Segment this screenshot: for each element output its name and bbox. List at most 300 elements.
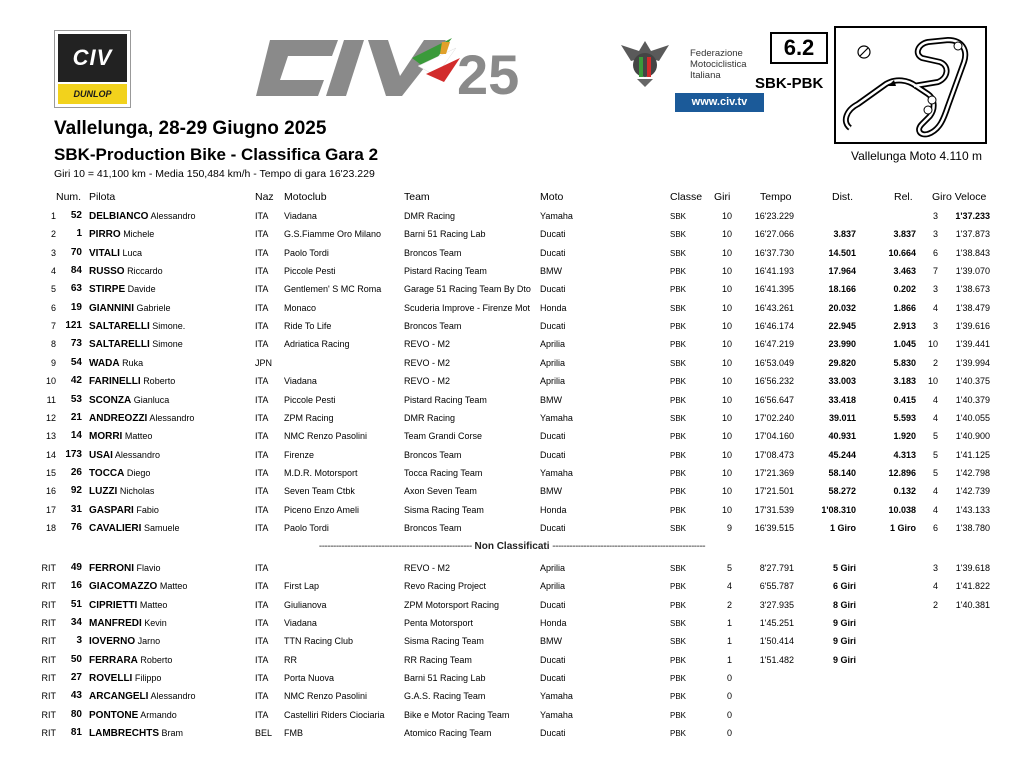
cell-rider — [89, 321, 185, 332]
rider-first-name: Matteo — [124, 431, 153, 442]
rider-surname: FERRONI — [89, 563, 134, 574]
cell-nation: ITA — [255, 321, 269, 332]
cell-motoclub: RR — [284, 654, 297, 665]
rider-surname: VITALI — [89, 247, 120, 259]
cell-rider — [89, 248, 142, 259]
cell-team: Axon Seven Team — [404, 486, 477, 497]
cell-rider — [89, 229, 154, 240]
cell-class: PBK — [670, 505, 687, 515]
cell-time: 16'56.232 — [754, 376, 794, 387]
cell-time: 17'04.160 — [754, 431, 794, 442]
cell-moto: Ducati — [540, 229, 566, 240]
cell-moto: BMW — [540, 636, 562, 647]
cell-interval: 5.830 — [893, 357, 916, 368]
cell-rider — [89, 284, 156, 295]
track-layout-icon — [836, 28, 985, 142]
cell-time: 16'23.229 — [754, 211, 794, 221]
rider-first-name: Alessandro — [150, 211, 196, 221]
cell-number: 52 — [70, 210, 82, 221]
cell-team: Pistard Racing Team — [404, 266, 487, 277]
table-row — [0, 318, 1024, 336]
cell-position: 5 — [50, 284, 56, 295]
cell-number: 34 — [70, 617, 82, 629]
cell-best-lap-time: 1'42.739 — [955, 486, 990, 497]
cell-moto: Ducati — [540, 728, 566, 739]
cell-moto: Ducati — [540, 599, 566, 610]
cell-number: 80 — [70, 708, 82, 720]
cell-motoclub: Castelliri Riders Ciociaria — [284, 709, 385, 720]
cell-gap: 23.990 — [828, 339, 856, 350]
rider-first-name: Simone — [152, 339, 183, 350]
cell-gap: 5 Giri — [832, 563, 856, 573]
table-row — [0, 483, 1024, 501]
cell-laps: 10 — [721, 321, 732, 332]
cell-rider — [89, 376, 175, 387]
cell-best-lap-time: 1'40.900 — [955, 431, 990, 442]
cell-motoclub: Viadana — [284, 211, 317, 221]
cell-nation: ITA — [255, 229, 269, 240]
cell-best-lap-number: 4 — [932, 504, 938, 515]
cell-laps: 0 — [726, 691, 732, 702]
cell-rider — [89, 636, 160, 647]
cell-interval: 0.202 — [893, 284, 916, 295]
cell-position: 11 — [46, 394, 56, 405]
cell-time: 16'37.730 — [754, 247, 794, 258]
cell-number: 42 — [70, 375, 82, 387]
rider-first-name: Samuele — [143, 522, 180, 533]
cell-class: PBK — [670, 692, 687, 702]
cell-number: 19 — [70, 301, 82, 313]
cell-class: PBK — [670, 655, 687, 665]
cell-time: 1'51.482 — [759, 654, 794, 665]
cell-rider — [89, 450, 160, 461]
cell-class: PBK — [670, 450, 687, 460]
rider-surname: LAMBRECHTS — [89, 728, 159, 740]
cell-nation: ITA — [255, 504, 269, 515]
cell-laps: 0 — [726, 728, 732, 739]
cell-best-lap-time: 1'38.479 — [955, 302, 990, 313]
rider-first-name: Alessandro — [150, 691, 196, 702]
rider-surname: PIRRO — [89, 229, 121, 241]
rider-first-name: Armando — [140, 709, 177, 720]
cell-number: 92 — [70, 485, 82, 497]
cell-position: 6 — [50, 302, 56, 313]
cell-best-lap-number: 5 — [932, 431, 938, 442]
cell-moto: Yamaha — [540, 467, 573, 478]
cell-number: 73 — [70, 338, 82, 350]
cell-best-lap-number: 3 — [932, 229, 938, 240]
cell-gap: 58.140 — [828, 467, 856, 478]
cell-interval: 0.132 — [893, 486, 916, 497]
cell-time: 8'27.791 — [759, 563, 794, 573]
cell-moto: BMW — [540, 486, 562, 497]
cell-interval: 2.913 — [893, 321, 916, 332]
cell-nation: ITA — [255, 394, 269, 405]
cell-gap: 58.272 — [828, 486, 856, 497]
cell-position: RIT — [41, 728, 56, 739]
cell-team: Revo Racing Project — [404, 581, 487, 592]
cell-moto: Ducati — [540, 449, 566, 460]
cell-motoclub: First Lap — [284, 581, 320, 592]
table-row — [0, 707, 1024, 725]
cell-class: SBK — [670, 413, 687, 423]
cell-best-lap-time: 1'40.379 — [955, 394, 990, 405]
cell-rider — [89, 673, 161, 684]
cell-rider — [89, 618, 167, 629]
cell-class: PBK — [670, 377, 687, 387]
cell-nation: ITA — [255, 636, 269, 647]
cell-position: RIT — [41, 636, 56, 647]
cell-gap: 45.244 — [828, 449, 856, 460]
federation-line: Federazione — [690, 48, 743, 59]
cell-position: 8 — [50, 339, 56, 350]
cell-rider — [89, 691, 196, 702]
table-row — [0, 725, 1024, 743]
cell-team: REVO - M2 — [404, 563, 451, 573]
cell-best-lap-number: 3 — [932, 284, 938, 295]
cell-number: 16 — [70, 580, 82, 592]
cell-motoclub: Paolo Tordi — [284, 247, 329, 258]
cell-best-lap-time: 1'39.070 — [955, 266, 990, 277]
cell-moto: Ducati — [540, 247, 566, 258]
cell-best-lap-time: 1'37.233 — [955, 211, 990, 221]
rider-first-name: Roberto — [143, 376, 176, 387]
cell-rider — [89, 395, 169, 406]
cell-number: 50 — [70, 653, 82, 665]
table-row — [0, 652, 1024, 670]
cell-motoclub: Ride To Life — [284, 321, 332, 332]
cell-position: RIT — [41, 618, 56, 629]
rider-first-name: Luca — [122, 247, 142, 258]
cell-best-lap-time: 1'40.055 — [955, 412, 990, 423]
cell-laps: 10 — [721, 266, 732, 277]
cell-laps: 10 — [721, 211, 732, 221]
cell-best-lap-time: 1'40.375 — [955, 376, 990, 387]
svg-text:25: 25 — [457, 43, 520, 100]
separator-dashes: ------------------------------------------------------ — [318, 541, 472, 552]
cell-moto: Honda — [540, 618, 567, 629]
cell-gap: 33.418 — [828, 394, 856, 405]
cell-nation: ITA — [255, 522, 269, 533]
cell-best-lap-time: 1'42.798 — [955, 467, 990, 478]
cell-team: Sisma Racing Team — [404, 636, 484, 647]
cell-nation: ITA — [255, 211, 269, 221]
cell-nation: BEL — [255, 728, 273, 739]
cell-interval: 4.313 — [893, 449, 916, 460]
event-title: Vallelunga, 28-29 Giugno 2025 — [54, 118, 327, 139]
cell-gap: 39.011 — [828, 412, 856, 423]
table-row — [0, 263, 1024, 281]
cell-time: 17'31.539 — [754, 504, 794, 515]
cell-interval: 1.045 — [893, 339, 916, 350]
civ-logo-text: CIV — [58, 34, 127, 82]
rider-surname: ROVELLI — [89, 673, 133, 685]
rider-first-name: Roberto — [140, 654, 173, 665]
cell-gap: 33.003 — [828, 376, 856, 387]
cell-rider — [89, 600, 167, 611]
cell-nation: ITA — [255, 563, 269, 573]
cell-rider — [89, 358, 143, 369]
rider-first-name: Ruka — [122, 357, 144, 368]
table-row — [0, 520, 1024, 538]
rider-surname: CIPRIETTI — [89, 599, 138, 611]
cell-time: 16'27.066 — [754, 229, 794, 240]
cell-time: 16'43.261 — [754, 302, 794, 313]
cell-position: 17 — [45, 504, 56, 515]
cell-motoclub: Monaco — [284, 302, 317, 313]
rider-first-name: Diego — [126, 467, 151, 478]
cell-team: DMR Racing — [404, 412, 456, 423]
col-giro-veloce: Giro Veloce — [932, 191, 987, 203]
cell-time: 17'08.473 — [754, 449, 794, 460]
cell-moto: BMW — [540, 266, 562, 277]
cell-position: 7 — [50, 321, 56, 332]
cell-time: 16'53.049 — [754, 357, 794, 368]
cell-best-lap-time: 1'43.133 — [955, 504, 990, 515]
rider-first-name: Filippo — [134, 673, 162, 684]
cell-best-lap-time: 1'38.780 — [955, 522, 990, 533]
cell-gap: 3.837 — [833, 229, 856, 240]
cell-moto: Honda — [540, 504, 567, 515]
cell-rider — [89, 266, 163, 277]
col-classe: Classe — [670, 191, 703, 203]
cell-position: 4 — [50, 266, 56, 277]
cell-position: RIT — [41, 709, 56, 720]
col-naz: Naz — [255, 191, 274, 203]
cell-class: SBK — [670, 523, 687, 533]
cell-team: DMR Racing — [404, 211, 456, 221]
rider-surname: SCONZA — [89, 394, 132, 406]
cell-time: 1'45.251 — [759, 618, 794, 629]
cell-team: ZPM Motorsport Racing — [404, 599, 500, 610]
separator-dashes: ------------------------------------------------------ — [552, 541, 706, 552]
cell-gap: 1 Giro — [829, 522, 856, 533]
rider-first-name: Gabriele — [136, 302, 171, 313]
cell-position: RIT — [41, 599, 56, 610]
cell-moto: Ducati — [540, 654, 566, 665]
table-row — [0, 281, 1024, 299]
table-row — [0, 502, 1024, 520]
table-header — [0, 191, 1024, 205]
cell-laps: 1 — [726, 654, 732, 665]
cell-moto: Aprilia — [540, 581, 566, 592]
cell-laps: 10 — [721, 357, 732, 368]
cell-motoclub: Piccole Pesti — [284, 266, 336, 277]
cell-moto: Ducati — [540, 431, 566, 442]
rider-surname: ANDREOZZI — [89, 412, 148, 424]
table-row — [0, 465, 1024, 483]
cell-laps: 10 — [721, 229, 732, 240]
cell-laps: 5 — [726, 563, 732, 573]
cell-class: SBK — [670, 358, 687, 368]
cell-moto: Ducati — [540, 284, 566, 295]
federation-line: Motociclistica — [690, 59, 747, 70]
cell-motoclub: Viadana — [284, 618, 317, 629]
cell-number: 3 — [76, 635, 82, 647]
cell-position: 18 — [45, 522, 56, 533]
cell-team: RR Racing Team — [404, 654, 472, 665]
cell-gap: 40.931 — [828, 431, 856, 442]
cell-team: Broncos Team — [404, 522, 462, 533]
cell-gap: 17.964 — [828, 266, 856, 277]
cell-rider — [89, 303, 171, 314]
cell-laps: 1 — [726, 618, 732, 629]
cell-number: 53 — [70, 393, 82, 405]
cell-moto: Aprilia — [540, 357, 566, 368]
cell-moto: Yamaha — [540, 412, 573, 423]
cell-nation: ITA — [255, 691, 269, 702]
rider-surname: TOCCA — [89, 467, 125, 479]
cell-best-lap-number: 4 — [932, 486, 938, 497]
cell-team: Garage 51 Racing Team By Dto — [404, 284, 531, 295]
cell-time: 3'27.935 — [759, 599, 794, 610]
cell-interval: 12.896 — [888, 467, 916, 478]
cell-laps: 10 — [721, 284, 732, 295]
cell-laps: 10 — [721, 376, 732, 387]
cell-best-lap-time: 1'39.441 — [955, 339, 990, 350]
cell-interval: 1.866 — [893, 302, 916, 313]
cell-time: 16'41.395 — [754, 284, 794, 295]
cell-rider — [89, 563, 161, 574]
cell-number: 27 — [70, 672, 82, 684]
table-row — [0, 597, 1024, 615]
cell-moto: Ducati — [540, 673, 566, 684]
cell-best-lap-number: 2 — [932, 357, 938, 368]
cell-time: 16'39.515 — [754, 522, 794, 533]
civ25-logo — [252, 36, 522, 100]
rider-surname: PONTONE — [89, 709, 139, 721]
cell-best-lap-number: 10 — [927, 339, 938, 350]
cell-rider — [89, 581, 187, 592]
cell-interval: 10.038 — [888, 504, 916, 515]
cell-class: PBK — [670, 395, 687, 405]
cell-nation: ITA — [255, 412, 269, 423]
cell-number: 81 — [70, 727, 82, 739]
cell-position: RIT — [41, 563, 56, 573]
col-moto: Moto — [540, 191, 564, 203]
cell-rider — [89, 505, 159, 516]
cell-class: PBK — [670, 600, 687, 610]
cell-team: Scuderia Improve - Firenze Mot — [404, 302, 531, 313]
race-info: Giri 10 = 41,100 km - Media 150,484 km/h - Tempo di gara 16'23.229 — [54, 168, 375, 180]
cell-class: SBK — [670, 564, 687, 573]
website-link[interactable]: www.civ.tv — [675, 93, 764, 112]
cell-time: 6'55.787 — [759, 581, 794, 592]
table-row — [0, 373, 1024, 391]
cell-nation: ITA — [255, 266, 269, 277]
cell-team: Barni 51 Racing Lab — [404, 673, 486, 684]
cell-interval: 3.463 — [893, 266, 916, 277]
cell-laps: 10 — [721, 467, 732, 478]
cell-motoclub: Paolo Tordi — [284, 522, 329, 533]
cell-number: 84 — [70, 265, 82, 277]
cell-nation: ITA — [255, 431, 269, 442]
col-num: Num. — [56, 191, 82, 203]
cell-team: REVO - M2 — [404, 339, 451, 350]
rider-first-name: Alessandro — [114, 449, 160, 460]
cell-number: 173 — [65, 448, 82, 460]
cell-team: Penta Motorsport — [404, 618, 474, 629]
col-rel: Rel. — [894, 191, 913, 203]
cell-laps: 10 — [721, 302, 732, 313]
cell-number: 21 — [70, 411, 82, 423]
civ-dunlop-logo — [54, 30, 131, 108]
cell-moto: Ducati — [540, 522, 566, 533]
cell-rider — [89, 523, 179, 534]
rider-surname: CAVALIERI — [89, 522, 142, 534]
cell-moto: Aprilia — [540, 563, 566, 573]
rider-first-name: Nicholas — [119, 486, 155, 497]
cell-class: PBK — [670, 487, 687, 497]
rider-first-name: Matteo — [159, 581, 188, 592]
cell-gap: 1'08.310 — [821, 504, 856, 515]
cell-team: Broncos Team — [404, 321, 462, 332]
rider-surname: DELBIANCO — [89, 211, 149, 222]
cell-laps: 0 — [726, 673, 732, 684]
cell-gap: 9 Giri — [832, 618, 856, 629]
cell-moto: BMW — [540, 394, 562, 405]
rider-surname: STIRPE — [89, 284, 126, 296]
cell-interval: 5.593 — [893, 412, 916, 423]
cell-laps: 10 — [721, 247, 732, 258]
cell-number: 54 — [70, 356, 82, 368]
table-row — [0, 428, 1024, 446]
table-row — [0, 208, 1024, 226]
cell-laps: 10 — [721, 412, 732, 423]
cell-rider — [89, 211, 196, 222]
cell-best-lap-number: 7 — [932, 266, 938, 277]
cell-motoclub: NMC Renzo Pasolini — [284, 431, 368, 442]
cell-best-lap-number: 3 — [932, 563, 938, 573]
cell-class: SBK — [670, 248, 687, 258]
cell-class: PBK — [670, 340, 687, 350]
cell-motoclub: Giulianova — [284, 599, 327, 610]
cell-number: 14 — [70, 430, 82, 442]
cell-moto: Yamaha — [540, 691, 573, 702]
cell-team: Sisma Racing Team — [404, 504, 484, 515]
page-number: 6.2 — [770, 32, 828, 64]
cell-best-lap-number: 6 — [932, 522, 938, 533]
cell-motoclub: G.S.Fiamme Oro Milano — [284, 229, 382, 240]
cell-team: Team Grandi Corse — [404, 431, 483, 442]
rider-surname: SALTARELLI — [89, 321, 150, 333]
cell-team: Broncos Team — [404, 449, 462, 460]
rider-surname: ARCANGELI — [89, 691, 149, 703]
cell-time: 17'21.369 — [754, 467, 794, 478]
cell-moto: Honda — [540, 302, 567, 313]
cell-position: 16 — [45, 486, 56, 497]
cell-moto: Aprilia — [540, 339, 566, 350]
cell-best-lap-number: 4 — [932, 581, 938, 592]
cell-interval: 0.415 — [893, 394, 916, 405]
cell-best-lap-number: 10 — [927, 376, 938, 387]
cell-time: 16'47.219 — [754, 339, 794, 350]
cell-laps: 0 — [726, 709, 732, 720]
cell-moto: Yamaha — [540, 709, 573, 720]
table-row — [0, 300, 1024, 318]
separator-label: Non Classificati — [474, 541, 550, 552]
cell-best-lap-time: 1'38.843 — [955, 247, 990, 258]
cell-position: 13 — [45, 431, 56, 442]
rider-first-name: Riccardo — [127, 266, 163, 277]
cell-position: RIT — [41, 673, 56, 684]
cell-time: 16'56.647 — [754, 394, 794, 405]
cell-class: PBK — [670, 710, 687, 720]
cell-rider — [89, 339, 183, 350]
cell-position: 15 — [45, 467, 56, 478]
cell-team: Barni 51 Racing Lab — [404, 229, 486, 240]
table-row — [0, 245, 1024, 263]
